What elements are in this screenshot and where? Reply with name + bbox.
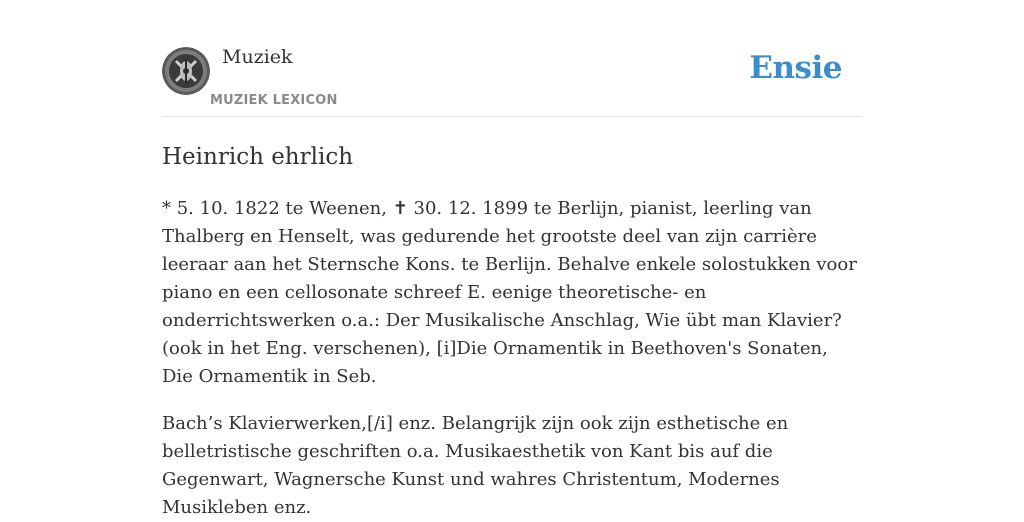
- article-paragraph: Bach’s Klavierwerken,[/i] enz. Belangrijk zijn ook zijn esthetische en belletristische geschriften o.a. Musikaesthetik von Kant bis auf die Gegenwart, Wagnersche Kunst und wahres Christentum, Modernes Musikleben enz.: [162, 413, 789, 518]
- brand-logo[interactable]: Ensie: [749, 50, 842, 86]
- site-subtitle: MUZIEK LEXICON: [210, 93, 338, 108]
- article-title: Heinrich ehrlich: [162, 144, 354, 170]
- site-header: [162, 0, 862, 117]
- article-paragraph: * 5. 10. 1822 te Weenen, ✝ 30. 12. 1899 te Berlijn, pianist, leerling van Thalberg en Henselt, was gedurende het grootste deel van zijn carrière leeraar aan het Sternsche Kons. te Berlijn. Behalve enkele solostukken voor piano en een cellosonate schreef E. eenige theoretische- en onderrichtswerken o.a.: Der Musikalische Anschlag, Wie übt man Klavier? (ook in het Eng. verschenen), [i]Die Ornamentik in Beethoven's Sonaten, Die Ornamentik in Seb.: [162, 198, 857, 387]
- music-emblem-icon[interactable]: [162, 47, 210, 95]
- page-container: [162, 0, 862, 522]
- site-title[interactable]: Muziek: [222, 46, 293, 68]
